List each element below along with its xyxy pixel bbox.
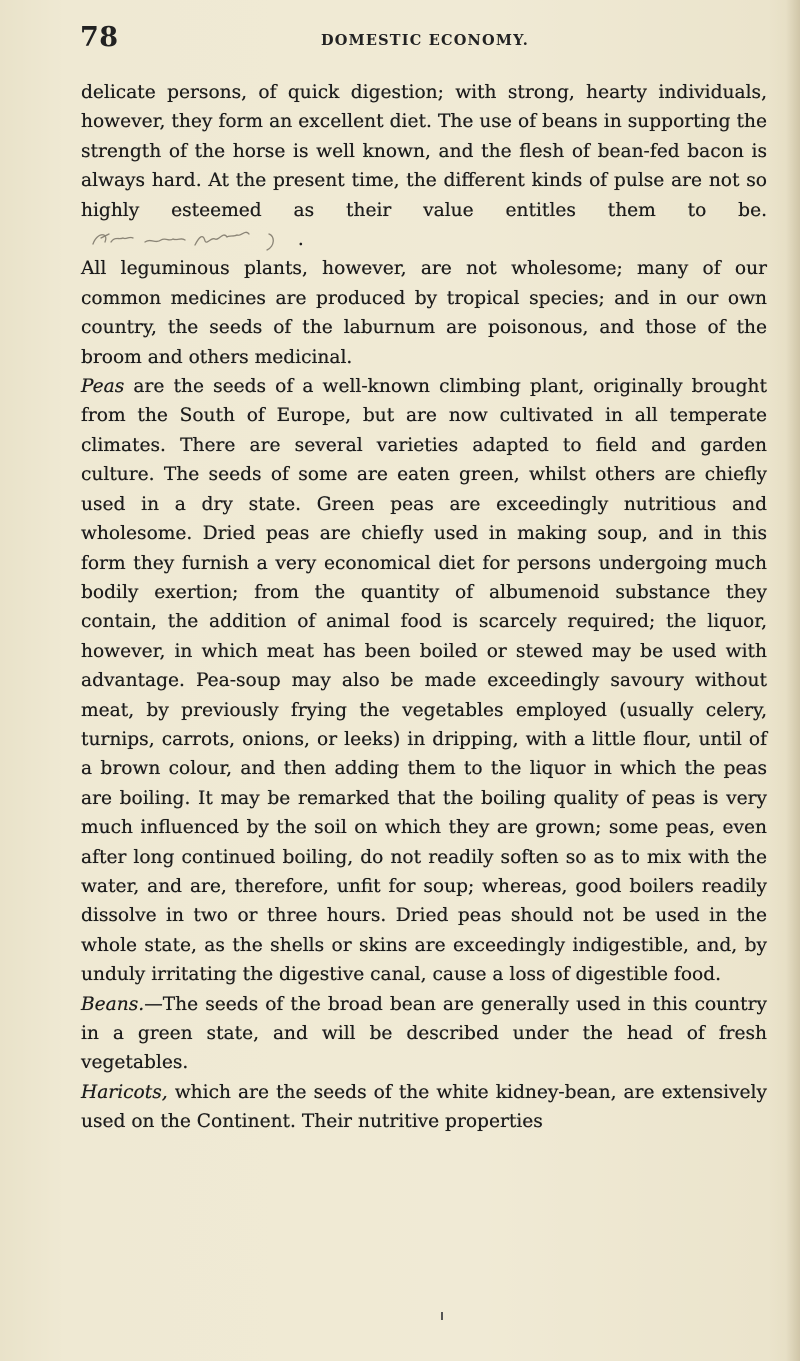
handwritten-annotation	[87, 228, 292, 252]
page-edge-shadow	[786, 0, 800, 1361]
print-mark	[441, 1312, 443, 1320]
paragraph-text: are the seeds of a well-known climbing plant, originally brought from the South of Europe, but are now cultivated in all temperate climates. There are several varieties adapted to field and garden culture. The seeds of some are eaten green, whilst others are chiefly used in a dry state. Green peas are exceedingly nutritious and wholesome. Dried peas are chiefly used in making soup, and in this form they furnish a very economical diet for persons undergoing much bodily exertion; from the quantity of albumenoid substance they contain, the addition of animal food is scarcely required; the liquor, however, in which meat has been boiled or stewed may be used with advantage. Pea-soup may also be made exceedingly savoury without meat, by previously frying the vegetables employed (usually celery, turnips, carrots, onions, or leeks) in dripping, with a little flour, until of a brown colour, and then adding them to the liquor in which the peas are boiling. It may be remarked that the boiling quality of peas is very much influenced by the soil on which they are grown; some peas, even after long continued boiling, do not readily soften so as to mix with the water, and are, therefore, unfit for soup; whereas, good boilers readily dissolve in two or three hours. Dried peas should not be used in the whole state, as the shells or skins are exceedingly indigestible, and, by unduly irritating the digestive canal, cause a loss of digestible food.	[81, 376, 767, 986]
page-header	[80, 20, 770, 60]
paragraph	[81, 254, 767, 372]
paragraph-text: —The seeds of the broad bean are generally used in this country in a green state, and will be described under the head of fresh vegetables.	[81, 993, 767, 1074]
paragraph-beans	[81, 990, 767, 1078]
paragraph-text: All leguminous plants, however, are not wholesome; many of our common medicines are produced by tropical species; and in our own country, the seeds of the laburnum are poisonous, and those of the broom and others medicinal.	[81, 258, 767, 368]
paragraph-haricots	[81, 1078, 767, 1137]
paragraph-peas	[81, 372, 767, 990]
body-text	[81, 78, 767, 1137]
paragraph-lead: Beans.	[81, 993, 145, 1015]
paragraph-lead: Peas	[81, 376, 125, 398]
paragraph-lead: Haricots,	[81, 1081, 168, 1103]
paragraph-text: which are the seeds of the white kidney-bean, are extensively used on the Continent. Their nutritive properties	[81, 1081, 767, 1133]
page-number: 78	[80, 22, 119, 53]
paragraph-text: delicate persons, of quick digestion; with strong, hearty individuals, however, they form an excellent diet. The use of beans in supporting the strength of the horse is well known, and the flesh of bean-fed bacon is always hard. At the present time, the different kinds of pulse are not so highly esteemed as their value entitles them to be.	[81, 82, 767, 221]
running-head: DOMESTIC ECONOMY.	[320, 32, 530, 49]
paragraph-continuation: delicate persons, of quick digestion; with strong, hearty individuals, however, they form an excellent diet. The use of beans in supporting the strength of the horse is well known, and the flesh of bean-fed bacon is always hard. At the present time, the different kinds of pulse are not so highly esteemed as their value entitles them to be. .	[81, 82, 767, 251]
